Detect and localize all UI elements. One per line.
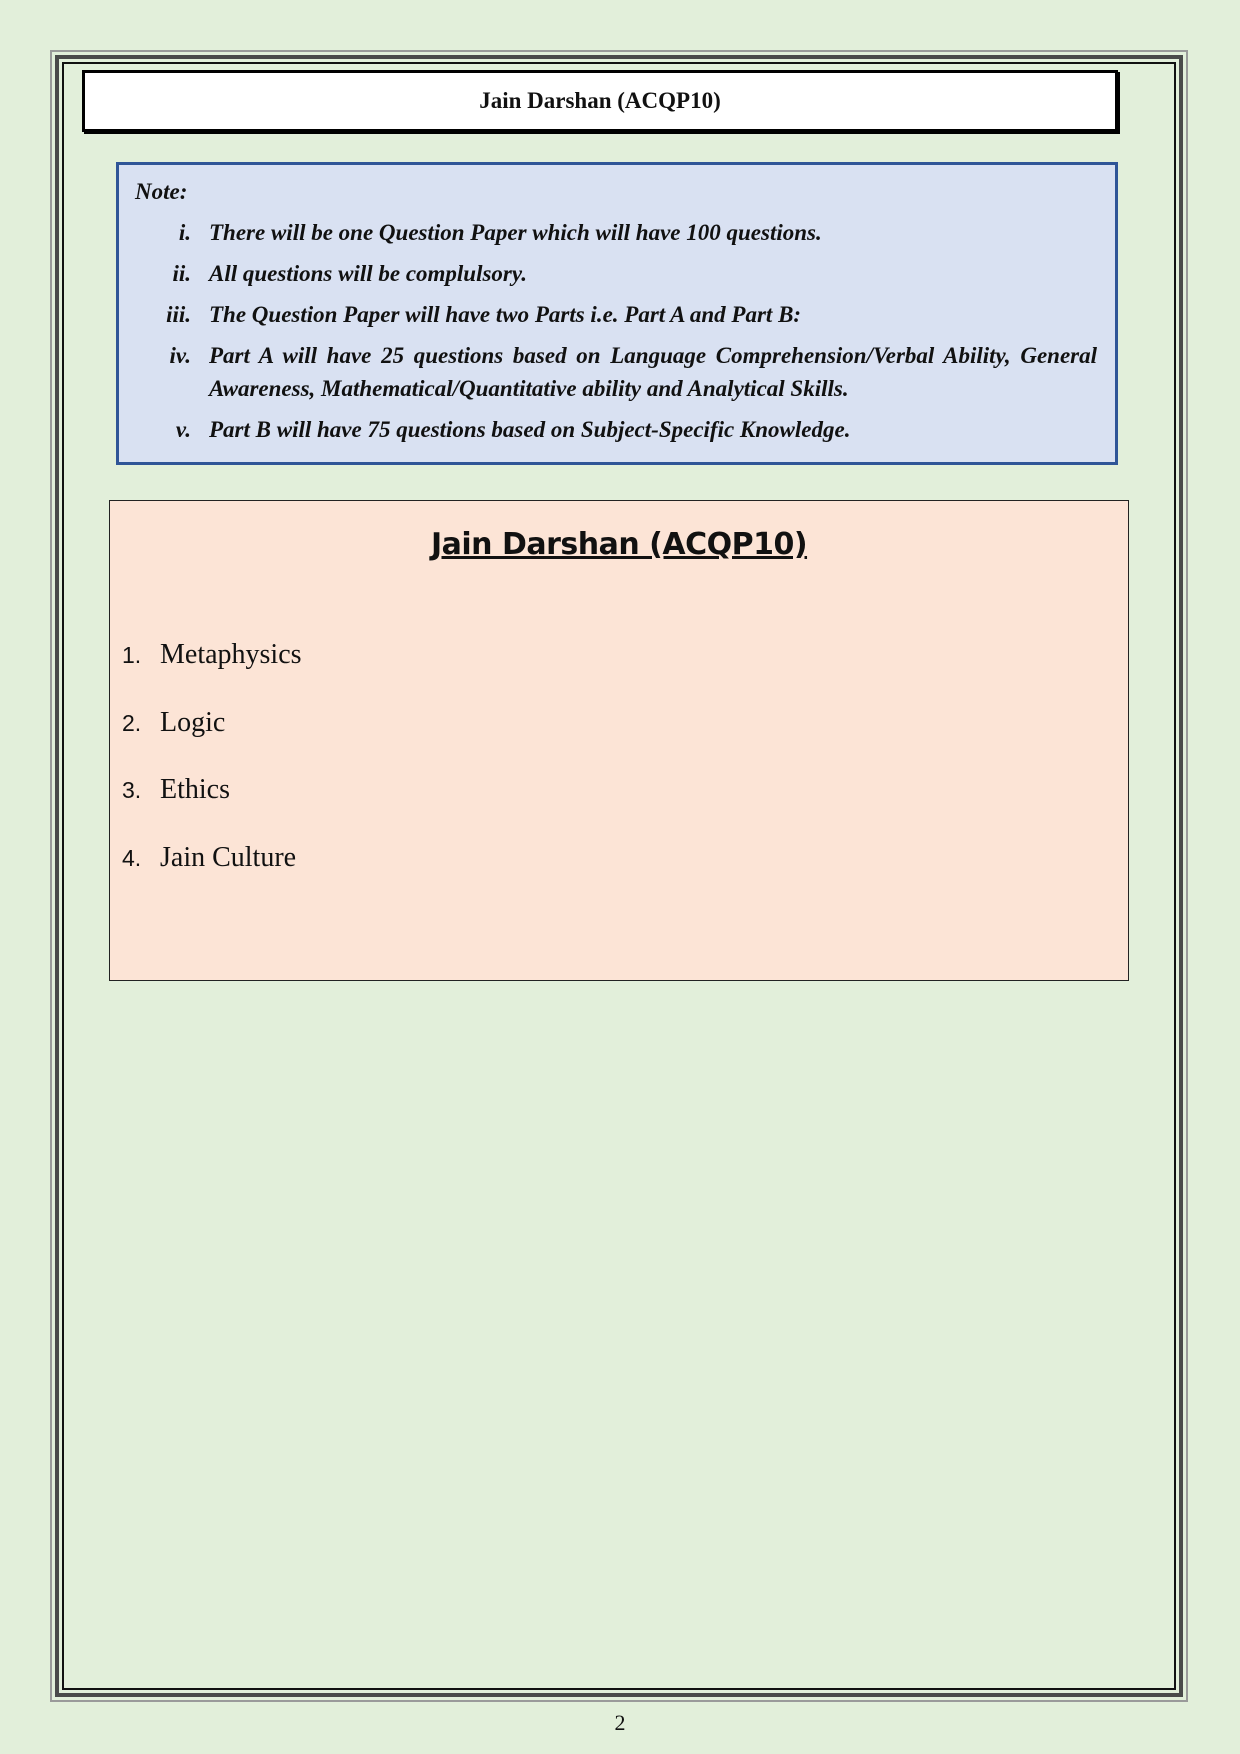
note-item [135, 413, 1097, 446]
topic-number: 4. [122, 844, 142, 871]
note-item [135, 339, 1097, 405]
syllabus-title: Jain Darshan (ACQP10) [430, 527, 808, 562]
note-item [135, 257, 1097, 290]
topic-number: 1. [122, 642, 142, 668]
note-item-number: iii. [166, 302, 191, 327]
note-list [135, 216, 1097, 446]
note-label: Note: [135, 179, 188, 204]
topic-list [122, 639, 302, 909]
note-item-number: v. [175, 417, 191, 442]
topic-item [122, 842, 302, 910]
note-item-text: Part A will have 25 questions based on Language Comprehension/Verbal Ability, General Awareness, Mathematical/Quantitative ability and Analytical Skills. [209, 343, 1097, 401]
note-box [116, 162, 1118, 465]
syllabus-box [109, 500, 1129, 981]
topic-number: 2. [122, 709, 142, 736]
note-item-text: All questions will be complulsory. [209, 261, 527, 286]
note-item-text: There will be one Question Paper which will have 100 questions. [209, 220, 822, 245]
topic-text: Logic [160, 706, 226, 738]
header-title: Jain Darshan (ACQP10) [479, 88, 721, 113]
topic-text: Metaphysics [160, 639, 302, 670]
note-item-text: The Question Paper will have two Parts i.e. Part A and Part B: [209, 302, 802, 327]
topic-text: Jain Culture [160, 841, 297, 873]
note-item-number: iv. [169, 343, 191, 368]
header-title-box [82, 70, 1118, 132]
topic-item [122, 707, 302, 775]
note-item-text: Part B will have 75 questions based on Subject-Specific Knowledge. [209, 417, 851, 442]
note-item [135, 298, 1097, 331]
topic-text: Ethics [160, 774, 230, 805]
note-item-number: i. [178, 220, 191, 245]
note-item [135, 216, 1097, 249]
page-number: 2 [614, 1710, 626, 1735]
topic-item [122, 639, 302, 707]
topic-item [122, 774, 302, 842]
topic-number: 3. [122, 777, 142, 803]
note-item-number: ii. [172, 261, 191, 286]
